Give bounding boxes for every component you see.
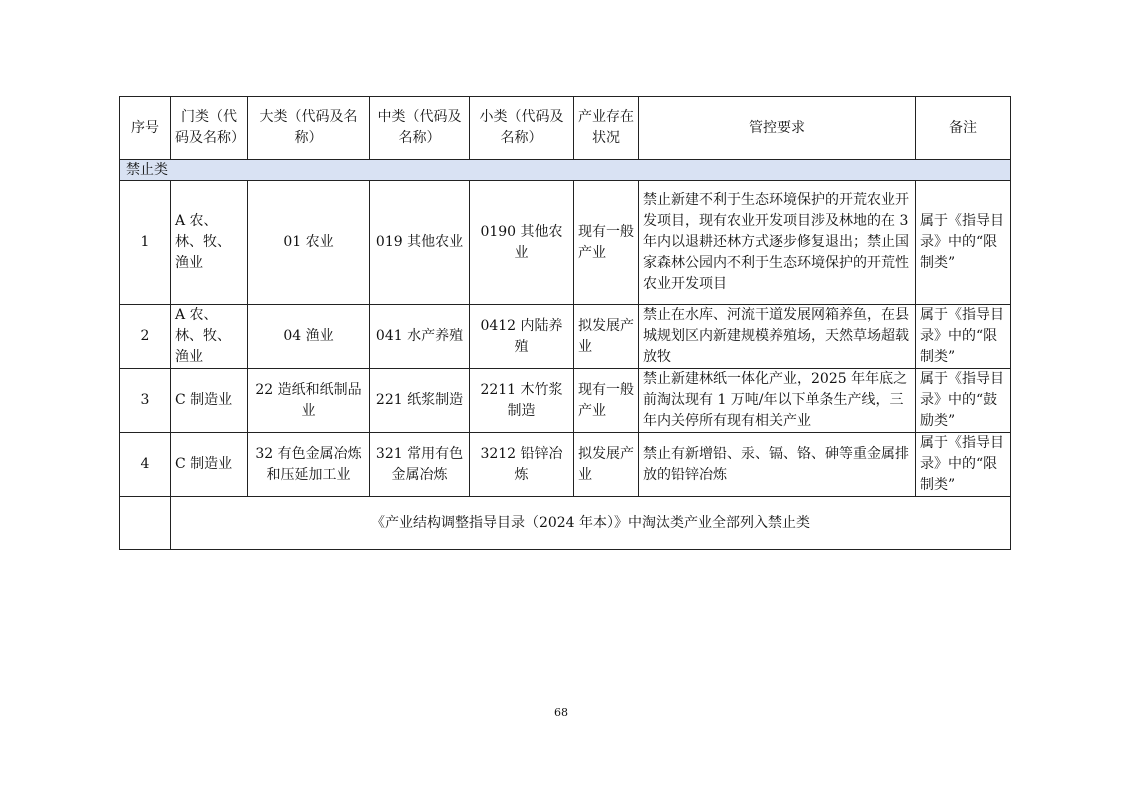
header-no: 序号 [120, 97, 171, 160]
cell-major: 22 造纸和纸制品业 [248, 369, 370, 433]
table-row [120, 305, 1011, 369]
cell-status: 拟发展产业 [574, 305, 639, 369]
cell-requirement: 禁止在水库、河流干道发展网箱养鱼，在县城规划区内新建规模养殖场，天然草场超载放牧 [639, 305, 916, 369]
cell-category: C 制造业 [171, 369, 248, 433]
table-row [120, 369, 1011, 433]
cell-no: 2 [120, 305, 171, 369]
header-major: 大类（代码及名称） [248, 97, 370, 160]
cell-remark: 属于《指导目录》中的“限制类” [916, 433, 1011, 497]
cell-minor: 0190 其他农业 [470, 181, 574, 305]
cell-minor: 0412 内陆养殖 [470, 305, 574, 369]
header-minor: 小类（代码及名称） [470, 97, 574, 160]
cell-middle: 041 水产养殖 [370, 305, 470, 369]
cell-middle: 221 纸浆制造 [370, 369, 470, 433]
table-header-row [120, 97, 1011, 160]
cell-major: 32 有色金属冶炼和压延加工业 [248, 433, 370, 497]
section-row [120, 160, 1011, 181]
cell-requirement: 禁止新建不利于生态环境保护的开荒农业开发项目，现有农业开发项目涉及林地的在 3 年内以退耕还林方式逐步修复退出；禁止国家森林公园内不利于生态环境保护的开荒性农业开发项目 [639, 181, 916, 305]
cell-major: 04 渔业 [248, 305, 370, 369]
table-row [120, 433, 1011, 497]
cell-major: 01 农业 [248, 181, 370, 305]
header-status: 产业存在状况 [574, 97, 639, 160]
cell-category: A 农、林、牧、渔业 [171, 181, 248, 305]
cell-status: 现有一般产业 [574, 181, 639, 305]
cell-middle: 321 常用有色金属冶炼 [370, 433, 470, 497]
cell-category: A 农、林、牧、渔业 [171, 305, 248, 369]
cell-requirement: 禁止有新增铅、汞、镉、铬、砷等重金属排放的铅锌冶炼 [639, 433, 916, 497]
cell-minor: 3212 铅锌冶炼 [470, 433, 574, 497]
header-remark: 备注 [916, 97, 1011, 160]
cell-no: 1 [120, 181, 171, 305]
cell-remark: 属于《指导目录》中的“限制类” [916, 305, 1011, 369]
note-empty-cell [120, 497, 171, 550]
cell-status: 现有一般产业 [574, 369, 639, 433]
cell-no: 4 [120, 433, 171, 497]
table-row [120, 181, 1011, 305]
cell-middle: 019 其他农业 [370, 181, 470, 305]
header-middle: 中类（代码及名称） [370, 97, 470, 160]
cell-status: 拟发展产业 [574, 433, 639, 497]
cell-no: 3 [120, 369, 171, 433]
cell-remark: 属于《指导目录》中的“限制类” [916, 181, 1011, 305]
cell-requirement: 禁止新建林纸一体化产业，2025 年年底之前淘汰现有 1 万吨/年以下单条生产线，三年内关停所有现有相关产业 [639, 369, 916, 433]
cell-remark: 属于《指导目录》中的“鼓励类” [916, 369, 1011, 433]
cell-minor: 2211 木竹浆制造 [470, 369, 574, 433]
cell-category: C 制造业 [171, 433, 248, 497]
section-label: 禁止类 [120, 160, 1011, 181]
header-requirement: 管控要求 [639, 97, 916, 160]
header-category: 门类（代码及名称） [171, 97, 248, 160]
industry-catalog-table [119, 96, 1011, 550]
note-row [120, 497, 1011, 550]
page-number: 68 [554, 706, 568, 719]
note-text: 《产业结构调整指导目录（2024 年本）》中淘汰类产业全部列入禁止类 [171, 497, 1011, 550]
